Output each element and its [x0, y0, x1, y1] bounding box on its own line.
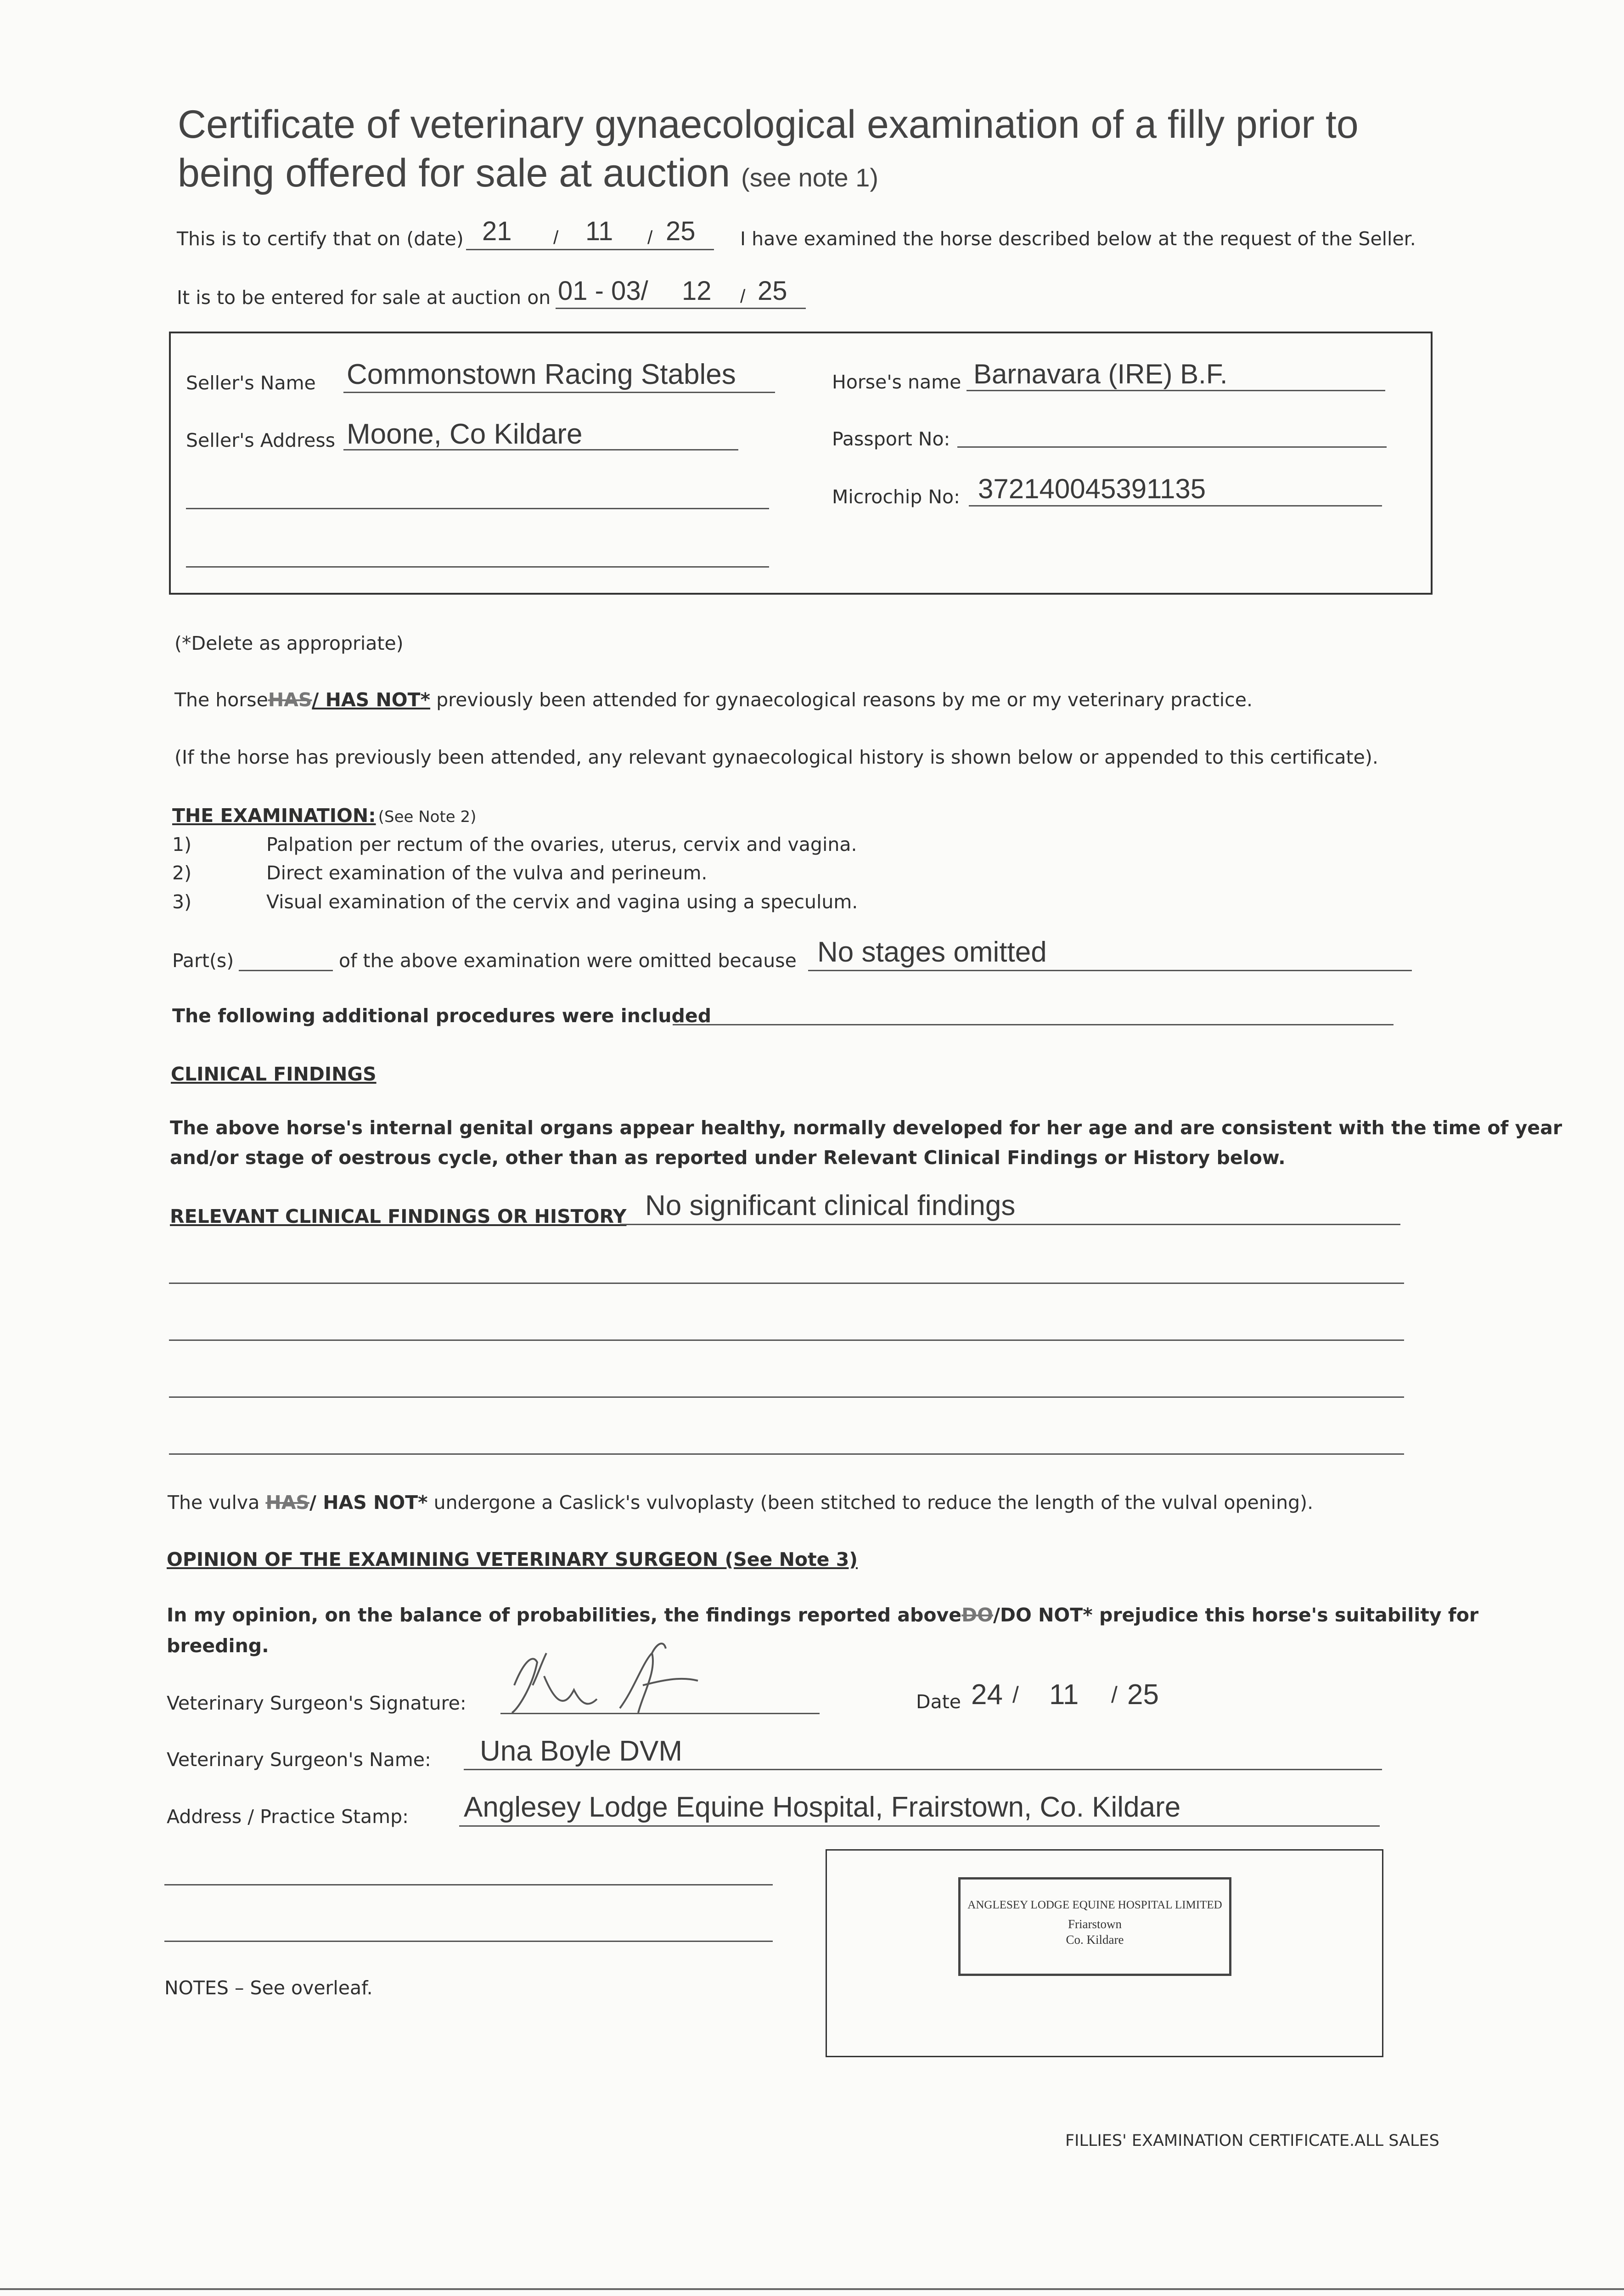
examination-heading-line: [172, 805, 476, 827]
relevant-findings-value: No significant clinical findings: [645, 1190, 1016, 1221]
auction-prefix: It is to be entered for sale at auction on: [177, 287, 551, 309]
address-label: Address / Practice Stamp:: [167, 1806, 409, 1828]
exam-item-2-num: 2): [172, 862, 192, 884]
date-label: Date: [916, 1691, 961, 1713]
seller-name-value: Commonstown Racing Stables: [347, 359, 736, 390]
examination-heading: THE EXAMINATION:: [172, 805, 376, 827]
certify-year: 25: [666, 216, 696, 246]
passport-label: Passport No:: [832, 428, 950, 450]
practice-stamp: [958, 1877, 1231, 1976]
attended-suffix: previously been attended for gynaecological reasons by me or my veterinary practice.: [436, 689, 1253, 711]
date-day: 24: [971, 1679, 1003, 1711]
exam-item-1-num: 1): [172, 833, 192, 855]
exam-item-2-text: Direct examination of the vulva and perineum.: [266, 862, 708, 884]
certify-day: 21: [482, 216, 512, 246]
opinion-rest: /DO NOT* prejudice this horse's suitability for: [993, 1604, 1479, 1626]
opinion-heading: OPINION OF THE EXAMINING VETERINARY SURGEON (See Note 3): [167, 1548, 858, 1570]
opinion-line-1: [167, 1604, 1478, 1626]
certify-sep-2: /: [647, 227, 653, 248]
microchip-label: Microchip No:: [832, 486, 960, 508]
title-line-2-text: being offered for sale at auction: [178, 151, 731, 195]
clinical-statement-2: and/or stage of oestrous cycle, other than as reported under Relevant Clinical Findings or History below.: [170, 1147, 1286, 1169]
title-line-1: Certificate of veterinary gynaecological examination of a filly prior to: [178, 102, 1359, 146]
stamp-line-1: ANGLESEY LODGE EQUINE HOSPITAL LIMITED: [967, 1899, 1222, 1911]
opinion-struck: DO: [961, 1604, 993, 1626]
address-value: Anglesey Lodge Equine Hospital, Frairstown, Co. Kildare: [464, 1791, 1181, 1823]
certify-month: 11: [585, 216, 613, 246]
signature-drawing: [505, 1635, 762, 1727]
history-note: (If the horse has previously been attended, any relevant gynaecological history is shown below or appended to this certificate).: [174, 746, 1378, 768]
vulva-suffix: undergone a Caslick's vulvoplasty (been stitched to reduce the length of the vulval opening).: [433, 1491, 1314, 1514]
date-year: 25: [1127, 1679, 1159, 1711]
date-month: 11: [1049, 1679, 1079, 1711]
microchip-value: 372140045391135: [978, 473, 1206, 504]
attended-prefix: The horse: [174, 689, 268, 711]
additional-label: The following additional procedures were included: [172, 1005, 712, 1027]
seller-name-label: Seller's Name: [186, 372, 316, 394]
bottom-rule: [0, 2288, 1624, 2290]
auction-days: 01 - 03/: [558, 276, 648, 306]
title-line-2: [178, 151, 878, 196]
vulva-struck: HAS: [265, 1491, 309, 1514]
clinical-heading: CLINICAL FINDINGS: [171, 1063, 376, 1085]
date-sep-2: /: [1111, 1682, 1118, 1708]
delete-note: (*Delete as appropriate): [174, 632, 404, 654]
omitted-prefix: Part(s): [172, 950, 234, 972]
seller-address-label: Seller's Address: [186, 429, 336, 451]
vulva-has-not: / HAS NOT*: [309, 1491, 428, 1514]
horse-name-value: Barnavara (IRE) B.F.: [973, 359, 1228, 389]
vulva-line: [168, 1491, 1313, 1514]
auction-month: 12: [682, 276, 712, 306]
vet-name-value: Una Boyle DVM: [480, 1735, 683, 1767]
exam-item-1-text: Palpation per rectum of the ovaries, uterus, cervix and vagina.: [266, 833, 857, 855]
opinion-prefix: In my opinion, on the balance of probabilities, the findings reported above: [167, 1604, 962, 1626]
vet-name-label: Veterinary Surgeon's Name:: [167, 1749, 431, 1771]
certify-prefix: This is to certify that on (date): [177, 228, 464, 250]
certify-sep-1: /: [553, 227, 559, 248]
relevant-findings-label: RELEVANT CLINICAL FINDINGS OR HISTORY: [170, 1205, 627, 1227]
attended-line: [174, 689, 1253, 711]
auction-sep: /: [740, 286, 746, 307]
auction-year: 25: [758, 276, 787, 306]
date-sep-1: /: [1012, 1682, 1019, 1708]
exam-item-3-num: 3): [172, 891, 192, 913]
opinion-line-2: breeding.: [167, 1635, 269, 1657]
attended-has-not: / HAS NOT*: [312, 689, 431, 711]
seller-address-value: Moone, Co Kildare: [347, 418, 583, 450]
examination-note: (See Note 2): [378, 808, 477, 826]
signature-label: Veterinary Surgeon's Signature:: [167, 1692, 466, 1714]
footer-text: FILLIES' EXAMINATION CERTIFICATE.ALL SALES: [1065, 2132, 1439, 2150]
stamp-line-3: Co. Kildare: [1066, 1933, 1124, 1947]
clinical-statement-1: The above horse's internal genital organs appear healthy, normally developed for her age and are consistent with the time of year: [170, 1117, 1562, 1139]
horse-name-label: Horse's name: [832, 371, 961, 393]
omitted-reason: No stages omitted: [817, 936, 1047, 968]
notes-text: NOTES – See overleaf.: [164, 1977, 373, 1999]
title-note: (see note 1): [741, 163, 878, 192]
exam-item-3-text: Visual examination of the cervix and vagina using a speculum.: [266, 891, 858, 913]
omitted-middle: of the above examination were omitted because: [339, 950, 797, 972]
attended-struck: HAS: [268, 689, 312, 711]
stamp-line-2: Friarstown: [1068, 1917, 1122, 1931]
vulva-prefix: The vulva: [168, 1491, 260, 1514]
certify-suffix: I have examined the horse described below at the request of the Seller.: [740, 228, 1416, 250]
